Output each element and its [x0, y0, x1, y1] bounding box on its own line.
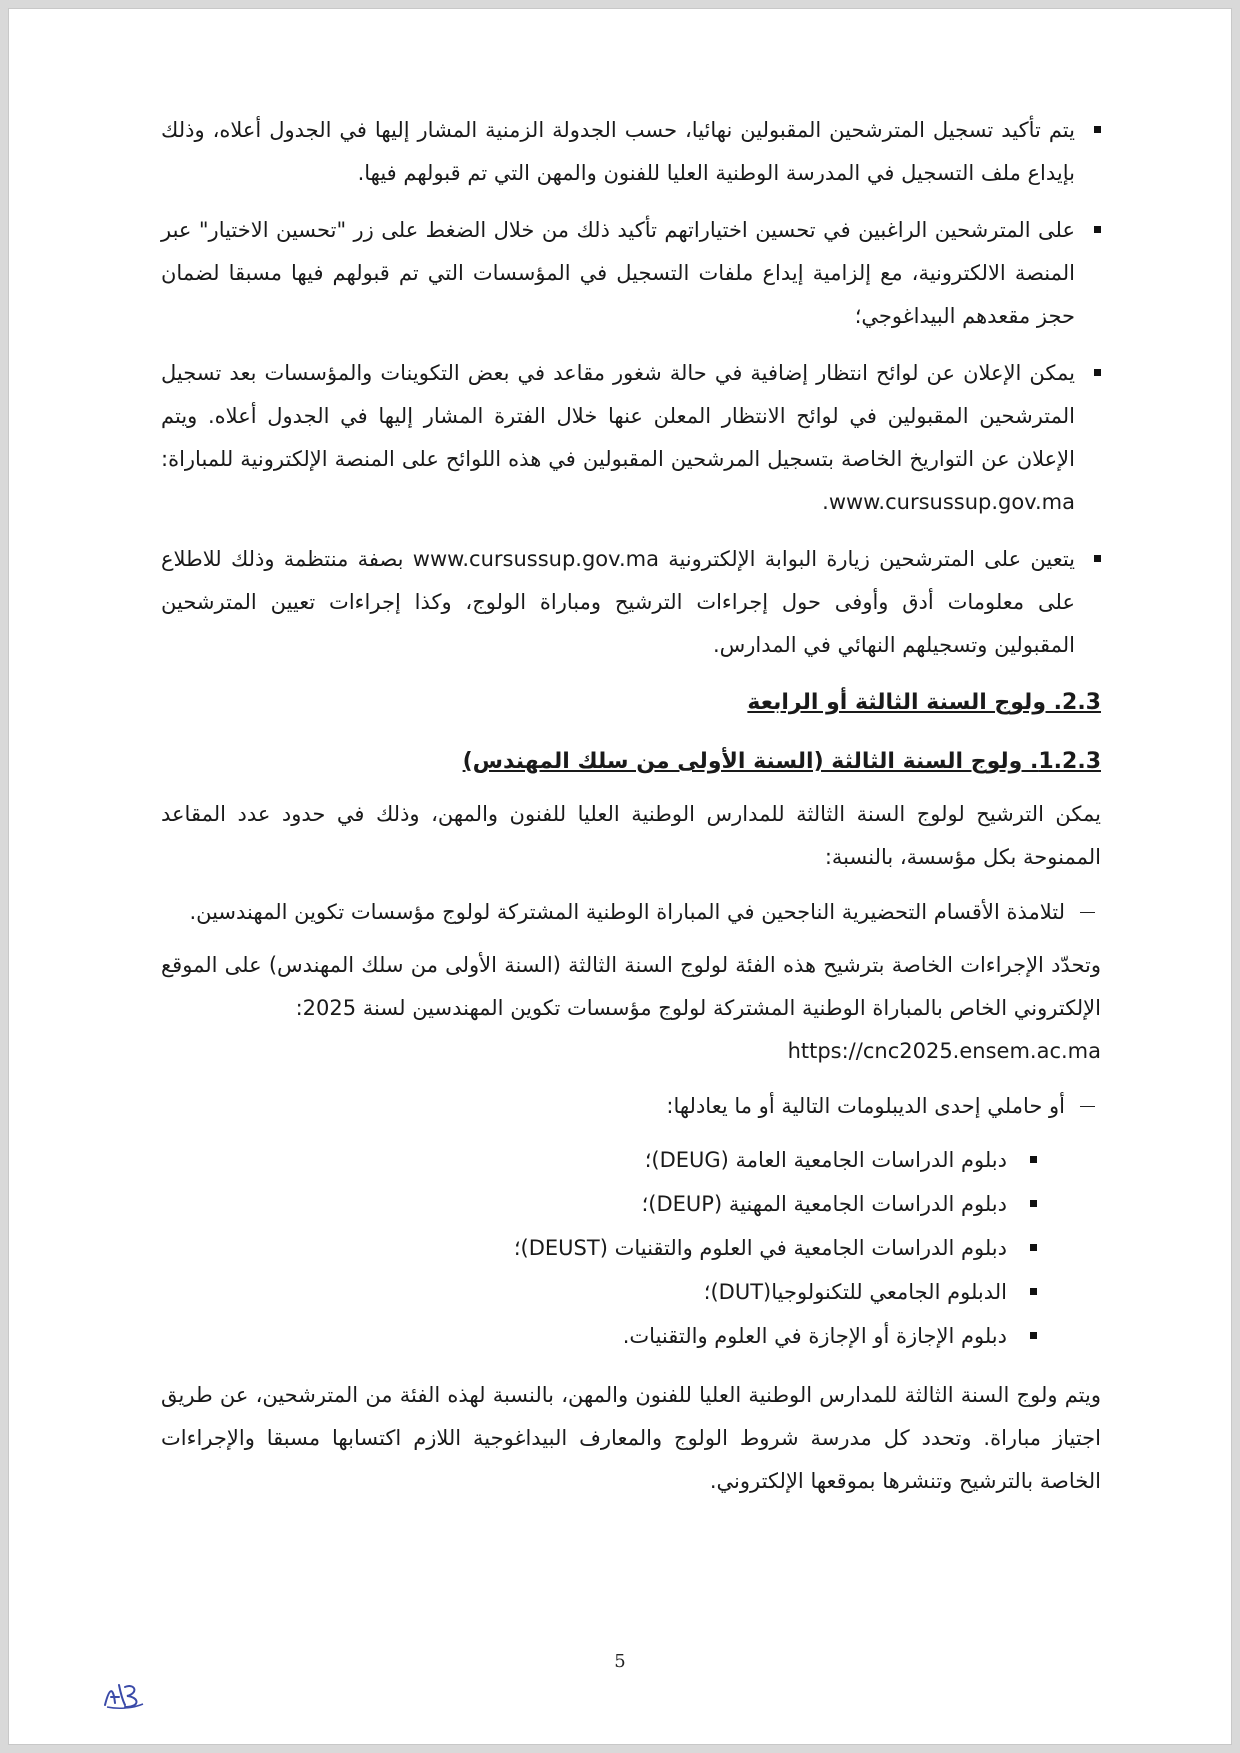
- diploma-item: دبلوم الإجازة أو الإجازة في العلوم والتقنيات.: [161, 1314, 1037, 1358]
- diploma-item: دبلوم الدراسات الجامعية المهنية (DEUP)؛: [161, 1182, 1037, 1226]
- document-page: [8, 8, 1232, 1745]
- dash-item: أو حاملي إحدى الديبلومات التالية أو ما يعادلها:: [161, 1085, 1101, 1128]
- dash-item: لتلامذة الأقسام التحضيرية الناجحين في المباراة الوطنية المشتركة لولوج مؤسسات تكوين المهندسين.: [161, 891, 1101, 934]
- paragraph: ويتم ولوج السنة الثالثة للمدارس الوطنية العليا للفنون والمهن، بالنسبة لهذه الفئة من المترشحين، عن طريق اجتياز مباراة. وتحدد كل مدرسة شروط الولوج والمعارف البيداغوجية اللازم اكتسابها مسبقا والإجراءات الخاصة بالترشيح وتنشرها بموقعها الإلكتروني.: [161, 1383, 1101, 1493]
- bullet-item: على المترشحين الراغبين في تحسين اختياراتهم تأكيد ذلك من خلال الضغط على زر "تحسين الاختيار" عبر المنصة الالكترونية، مع إلزامية إيداع ملفات التسجيل في المؤسسات التي تم قبولهم فيها مسبقا لضمان حجز مقعدهم البيداغوجي؛: [161, 209, 1101, 338]
- diploma-item: دبلوم الدراسات الجامعية العامة (DEUG)؛: [161, 1138, 1037, 1182]
- page-content: [161, 109, 1101, 1515]
- section-heading: 2.3. ولوج السنة الثالثة أو الرابعة: [747, 690, 1101, 715]
- bullet-item: يتعين على المترشحين زيارة البوابة الإلكترونية www.cursussup.gov.ma بصفة منتظمة وذلك للاطلاع على معلومات أدق وأوفى حول إجراءات الترشيح ومباراة الولوج، وكذا إجراءات تعيين المترشحين المقبولين وتسجيلهم النهائي في المدارس.: [161, 538, 1101, 667]
- bullet-item: يمكن الإعلان عن لوائح انتظار إضافية في حالة شغور مقاعد في بعض التكوينات والمؤسسات بعد تسجيل المترشحين المقبولين في لوائح الانتظار المعلن عنها خلال الفترة المشار إليها في الجدول أعلاه. ويتم الإعلان عن التواريخ الخاصة بتسجيل المرشحين المقبولين في هذه اللوائح على المنصة الإلكترونية للمباراة: www.cursussup.gov.ma.: [161, 352, 1101, 524]
- paragraph: [161, 944, 1101, 1073]
- initials-signature-icon: [101, 1679, 147, 1713]
- diploma-list: [161, 1138, 1101, 1358]
- diploma-item: الدبلوم الجامعي للتكنولوجيا(DUT)؛: [161, 1270, 1037, 1314]
- paragraph-text: وتحدّد الإجراءات الخاصة بترشيح هذه الفئة لولوج السنة الثالثة (السنة الأولى من سلك المهندس) على الموقع الإلكتروني الخاص بالمباراة الوطنية المشتركة لولوج مؤسسات تكوين المهندسين لسنة 2025:: [161, 953, 1101, 1020]
- bullet-item: يتم تأكيد تسجيل المترشحين المقبولين نهائيا، حسب الجدولة الزمنية المشار إليها في الجدول أعلاه، وذلك بإيداع ملف التسجيل في المدرسة الوطنية العليا للفنون والمهن التي تم قبولهم فيها.: [161, 109, 1101, 195]
- page-number: 5: [614, 1651, 626, 1672]
- paragraph: يمكن الترشيح لولوج السنة الثالثة للمدارس الوطنية العليا للفنون والمهن، وذلك في حدود عدد المقاعد الممنوحة بكل مؤسسة، بالنسبة:: [161, 802, 1101, 869]
- subsection-heading: 1.2.3. ولوج السنة الثالثة (السنة الأولى من سلك المهندس): [462, 749, 1101, 774]
- cnc-url[interactable]: https://cnc2025.ensem.ac.ma: [787, 1039, 1101, 1063]
- diploma-item: دبلوم الدراسات الجامعية في العلوم والتقنيات (DEUST)؛: [161, 1226, 1037, 1270]
